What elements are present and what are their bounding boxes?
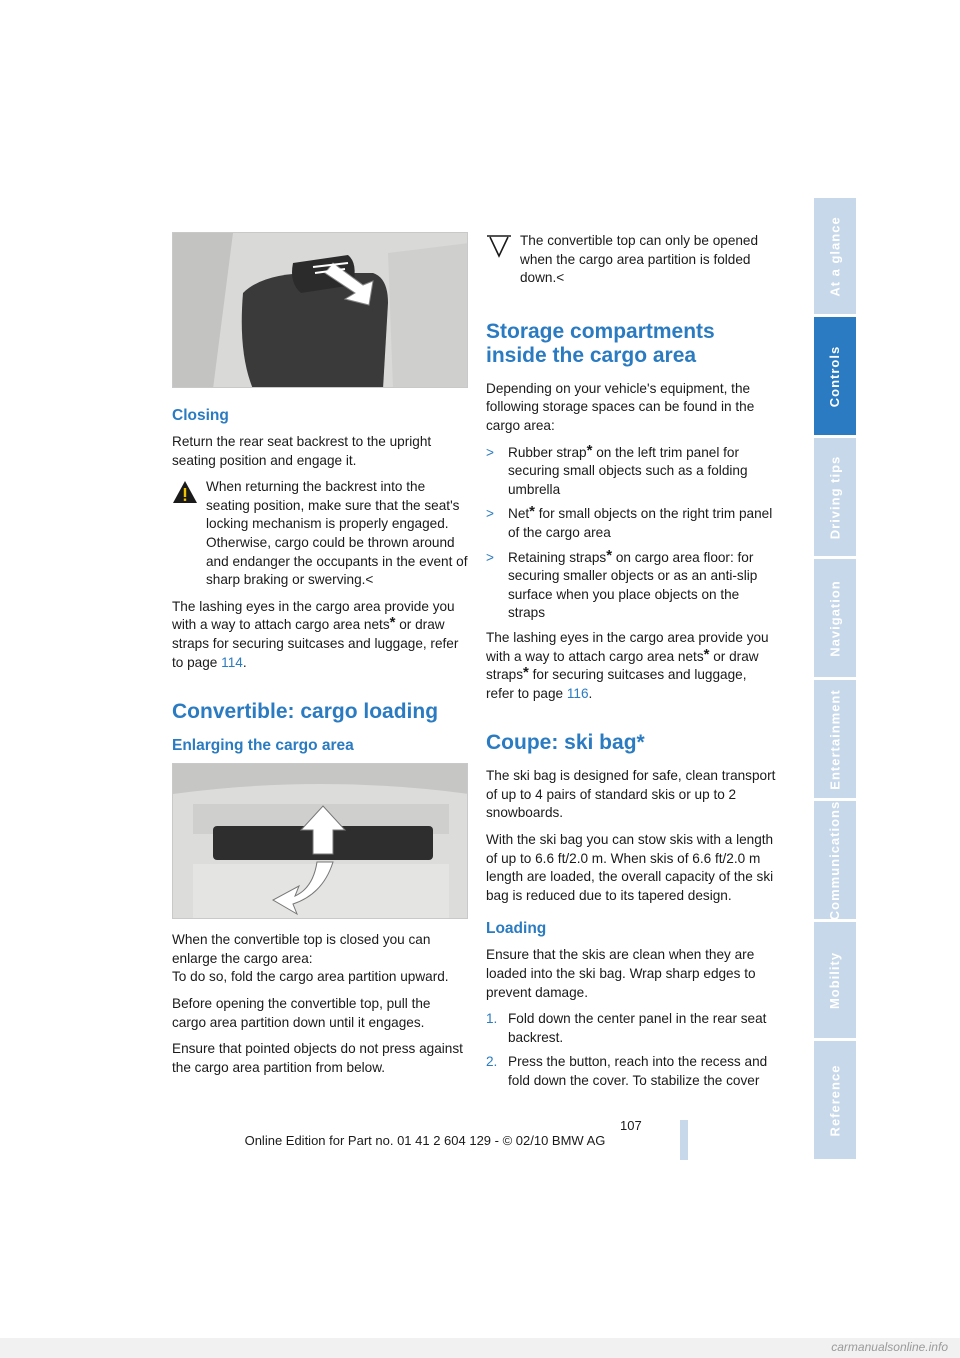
convertible-heading: Convertible: cargo loading: [172, 700, 439, 724]
tab-at-a-glance[interactable]: At a glance: [814, 198, 856, 314]
info-note: [486, 232, 778, 288]
footer-text: Online Edition for Part no. 01 41 2 604 129 - © 02/10 BMW AG: [244, 1133, 606, 1148]
lashing-paragraph-right: The lashing eyes in the cargo area provide you with a way to attach cargo area nets* or draw straps* for securing suitcases and luggage, refer to page 116.: [486, 629, 769, 701]
note-triangle-icon: [486, 234, 512, 258]
list-item: [486, 1010, 778, 1047]
option-star: *: [529, 503, 535, 521]
lashing-text-b: or draw straps: [486, 648, 759, 683]
enlarge-paragraph-3: Ensure that pointed objects do not press against the cargo area partition from below.: [172, 1041, 463, 1075]
page-marker-bar: [680, 1120, 688, 1160]
enlarge-paragraph-2: Before opening the convertible top, pull the cargo area partition down until it engages.: [172, 995, 431, 1030]
list-item: [486, 505, 778, 542]
note-text: The convertible top can only be opened when the cargo area partition is folded down.: [520, 233, 759, 286]
tab-controls[interactable]: Controls: [814, 317, 856, 435]
page-link-116[interactable]: 116: [566, 685, 589, 701]
loading-heading: Loading: [486, 920, 547, 938]
option-star: *: [606, 546, 613, 564]
option-star: *: [703, 645, 710, 663]
storage-list: [486, 441, 778, 623]
storage-heading: Storage compartments inside the cargo area: [486, 319, 715, 367]
rear-seat-backrest-image: [172, 232, 468, 388]
warning-note: [172, 478, 468, 590]
rear-seat-illustration: [173, 233, 468, 388]
loading-paragraph: Ensure that the skis are clean when they are loaded into the ski bag. Wrap sharp edges to prevent damage.: [486, 947, 756, 1000]
item-text-b: on the left trim panel for securing small objects such as a folding umbrella: [508, 444, 748, 497]
loading-steps: [486, 1010, 778, 1090]
option-star: *: [389, 614, 396, 632]
step-number: 2.: [486, 1054, 498, 1070]
cargo-partition-illustration: [173, 764, 468, 919]
closing-paragraph: Return the rear seat backrest to the upright seating position and engage it.: [172, 434, 432, 468]
end-mark: <: [556, 270, 565, 286]
tab-mobility[interactable]: Mobility: [814, 922, 856, 1038]
bullet-marker: >: [486, 444, 494, 460]
watermark-text: carmanualsonline.info: [831, 1340, 948, 1354]
enlarge-text-1b: To do so, fold the cargo area partition upward.: [172, 969, 449, 985]
lashing-text-a: The lashing eyes in the cargo area provide you with a way to attach cargo area nets: [172, 598, 455, 633]
left-column: [172, 232, 468, 1085]
list-item: [486, 546, 778, 623]
step-text: Fold down the center panel in the rear seat backrest.: [508, 1011, 767, 1045]
list-item: [486, 1053, 778, 1090]
list-item: [486, 441, 778, 500]
end-mark: <: [365, 572, 374, 588]
closing-heading: Closing: [172, 407, 229, 424]
right-column: [486, 232, 778, 1097]
coupe-paragraph-1: The ski bag is designed for safe, clean transport of up to 4 pairs of standard skis or up to 2 snowboards.: [486, 768, 776, 821]
step-text: Press the button, reach into the recess and fold down the cover. To stabilize the cover: [508, 1054, 768, 1088]
enlarge-text-1: When the convertible top is closed you can enlarge the cargo area:: [172, 932, 431, 966]
lashing-paragraph-left: The lashing eyes in the cargo area provide you with a way to attach cargo area nets* or draw straps for securing suitcases and luggage, refer to page 114.: [172, 598, 459, 670]
option-star: *: [523, 664, 529, 682]
item-text-b: for small objects on the right trim panel of the cargo area: [508, 506, 773, 540]
cargo-partition-image: [172, 763, 468, 919]
option-star: *: [586, 441, 593, 459]
page-link-114[interactable]: 114: [221, 654, 243, 670]
coupe-paragraph-2: With the ski bag you can stow skis with a length of up to 6.6 ft/2.0 m. When skis of 6.6 ft/2.0 m length are loaded, the overall capacity of the ski bag is reduced due to its tapered design.: [486, 832, 774, 903]
item-text-a: Net: [508, 506, 530, 522]
watermark-bar: [0, 1338, 960, 1358]
lashing-text-a: The lashing eyes in the cargo area provide you with a way to attach cargo area nets: [486, 629, 769, 664]
step-number: 1.: [486, 1011, 498, 1027]
bullet-marker: >: [486, 549, 494, 565]
tab-communications[interactable]: Communications: [814, 801, 856, 919]
lashing-text-b: or draw straps for securing suitcases and luggage, refer to page: [172, 617, 459, 670]
coupe-heading: Coupe: ski bag*: [486, 731, 645, 755]
warning-text: When returning the backrest into the seating position, make sure that the seat's locking mechanism is properly engaged. Otherwise, cargo could be thrown around and endanger the occupants in the event of sharp braking or swerving.: [206, 479, 468, 588]
tab-reference[interactable]: Reference: [814, 1041, 856, 1159]
item-text-a: Retaining straps: [508, 549, 607, 565]
item-text-b: on cargo area floor: for securing smaller objects or as an anti-slip surface when you place objects on the straps: [508, 549, 758, 621]
enlarge-paragraph-1: [172, 931, 468, 987]
storage-intro: Depending on your vehicle's equipment, the following storage spaces can be found in the cargo area:: [486, 380, 755, 433]
page-number: 107: [620, 1118, 642, 1133]
tab-navigation[interactable]: Navigation: [814, 559, 856, 677]
bullet-marker: >: [486, 506, 494, 522]
tab-driving-tips[interactable]: Driving tips: [814, 438, 856, 556]
enlarging-heading: Enlarging the cargo area: [172, 737, 354, 755]
warning-triangle-icon: [172, 480, 198, 504]
item-text-a: Rubber strap: [508, 444, 587, 460]
tab-entertainment[interactable]: Entertainment: [814, 680, 856, 798]
lashing-text-c: for securing suitcases and luggage, refer to page: [486, 667, 747, 701]
